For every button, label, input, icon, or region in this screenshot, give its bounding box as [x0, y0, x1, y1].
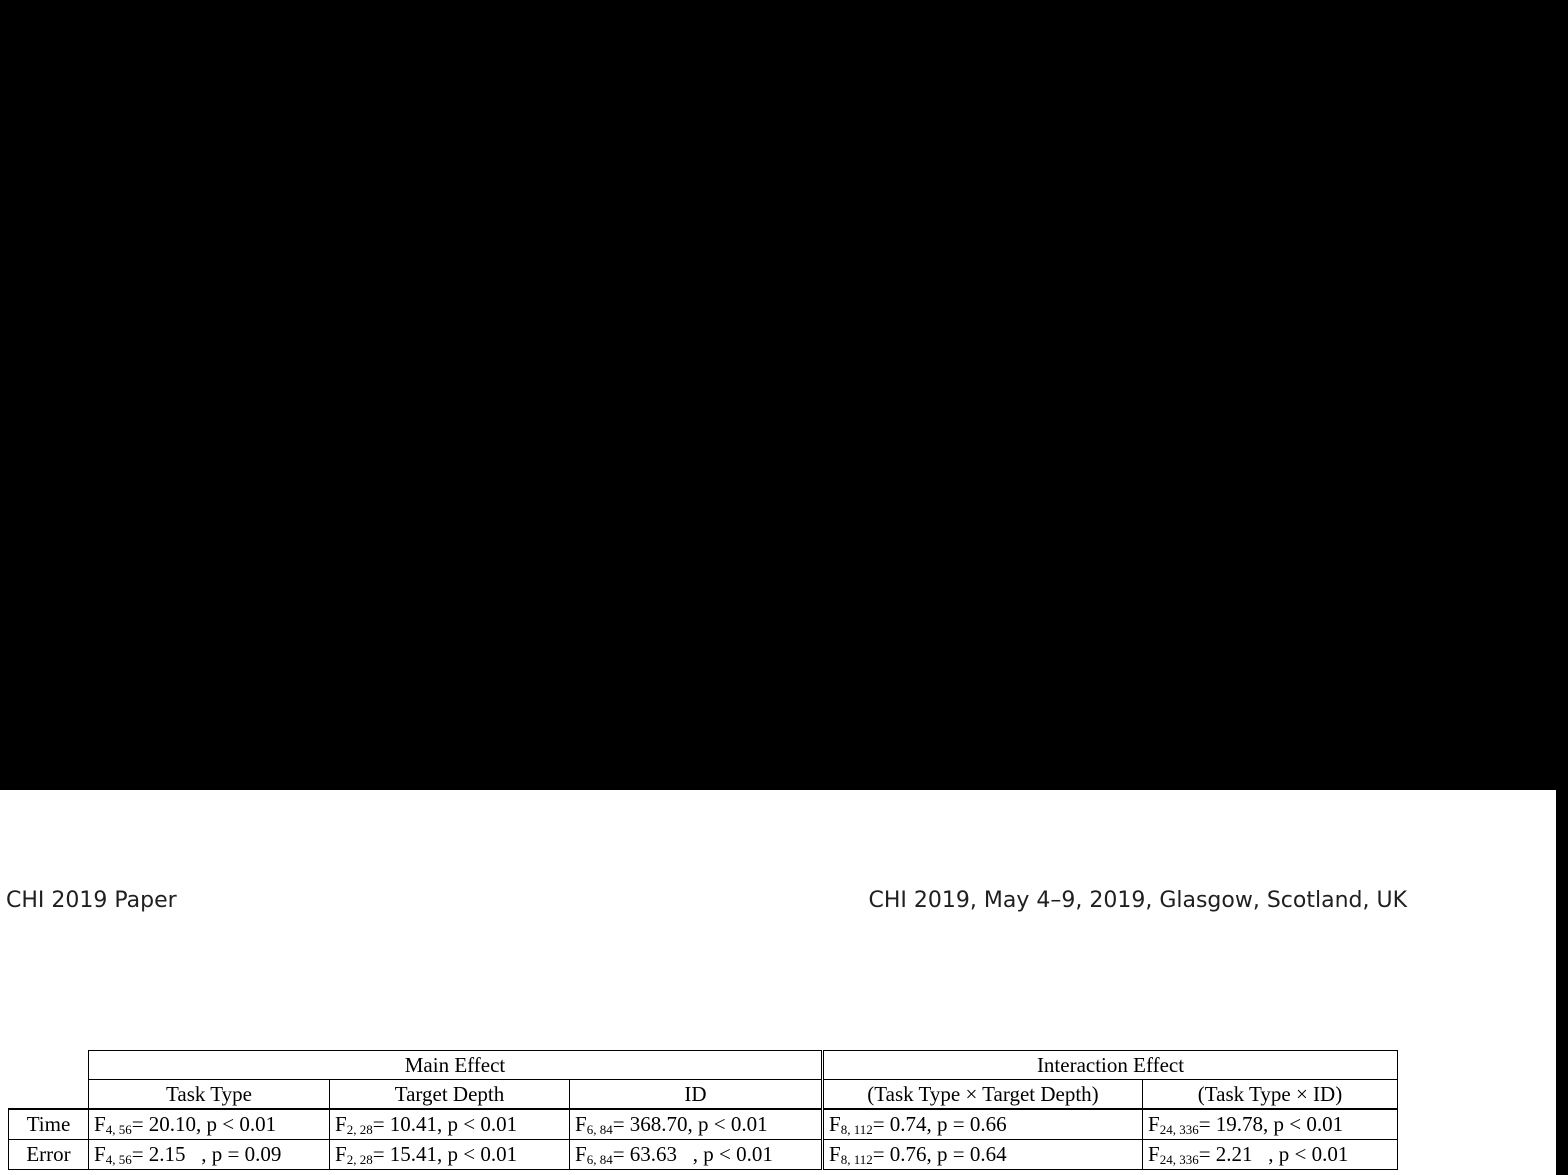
cell-time-target-depth: $F_{2, 28}= 10.41$, p < 0.01	[330, 1109, 570, 1140]
cell-error-task-x-depth: $F_{8, 112}= 0.76$, p = 0.64	[823, 1140, 1143, 1170]
cell-time-task-x-id: $F_{24, 336}= 19.78$, p < 0.01	[1143, 1109, 1398, 1140]
anova-results-table	[8, 1050, 1398, 1170]
column-header-row	[9, 1080, 1398, 1110]
col-header-target-depth: Target Depth	[330, 1080, 570, 1110]
cell-time-id: $F_{6, 84}= 368.70$, p < 0.01	[570, 1109, 823, 1140]
running-header-right: CHI 2019, May 4–9, 2019, Glasgow, Scotland, UK	[868, 888, 1407, 913]
cell-time-task-type: $F_{4, 56}= 20.10$, p < 0.01	[89, 1109, 330, 1140]
corner-cell	[9, 1051, 89, 1080]
row-label-error: Error	[9, 1140, 89, 1170]
running-header-left: CHI 2019 Paper	[6, 888, 177, 913]
col-header-task-x-depth: (Task Type × Target Depth)	[823, 1080, 1143, 1110]
black-right-strip	[1556, 790, 1568, 1175]
col-header-task-x-id: (Task Type × ID)	[1143, 1080, 1398, 1110]
col-header-id: ID	[570, 1080, 823, 1110]
interaction-effect-header: Interaction Effect	[823, 1051, 1398, 1080]
cell-error-task-x-id: $F_{24, 336}= 2.21$ , p < 0.01	[1143, 1140, 1398, 1170]
group-header-row	[9, 1051, 1398, 1080]
cell-error-id: $F_{6, 84}= 63.63$ , p < 0.01	[570, 1140, 823, 1170]
row-label-time: Time	[9, 1109, 89, 1140]
cell-error-target-depth: $F_{2, 28}= 15.41$, p < 0.01	[330, 1140, 570, 1170]
table-row-error	[9, 1140, 1398, 1170]
cell-time-task-x-depth: $F_{8, 112}= 0.74$, p = 0.66	[823, 1109, 1143, 1140]
cell-error-task-type: $F_{4, 56}= 2.15$ , p = 0.09	[89, 1140, 330, 1170]
main-effect-header: Main Effect	[89, 1051, 823, 1080]
col-header-task-type: Task Type	[89, 1080, 330, 1110]
corner-cell-2	[9, 1080, 89, 1110]
table-row-time	[9, 1109, 1398, 1140]
